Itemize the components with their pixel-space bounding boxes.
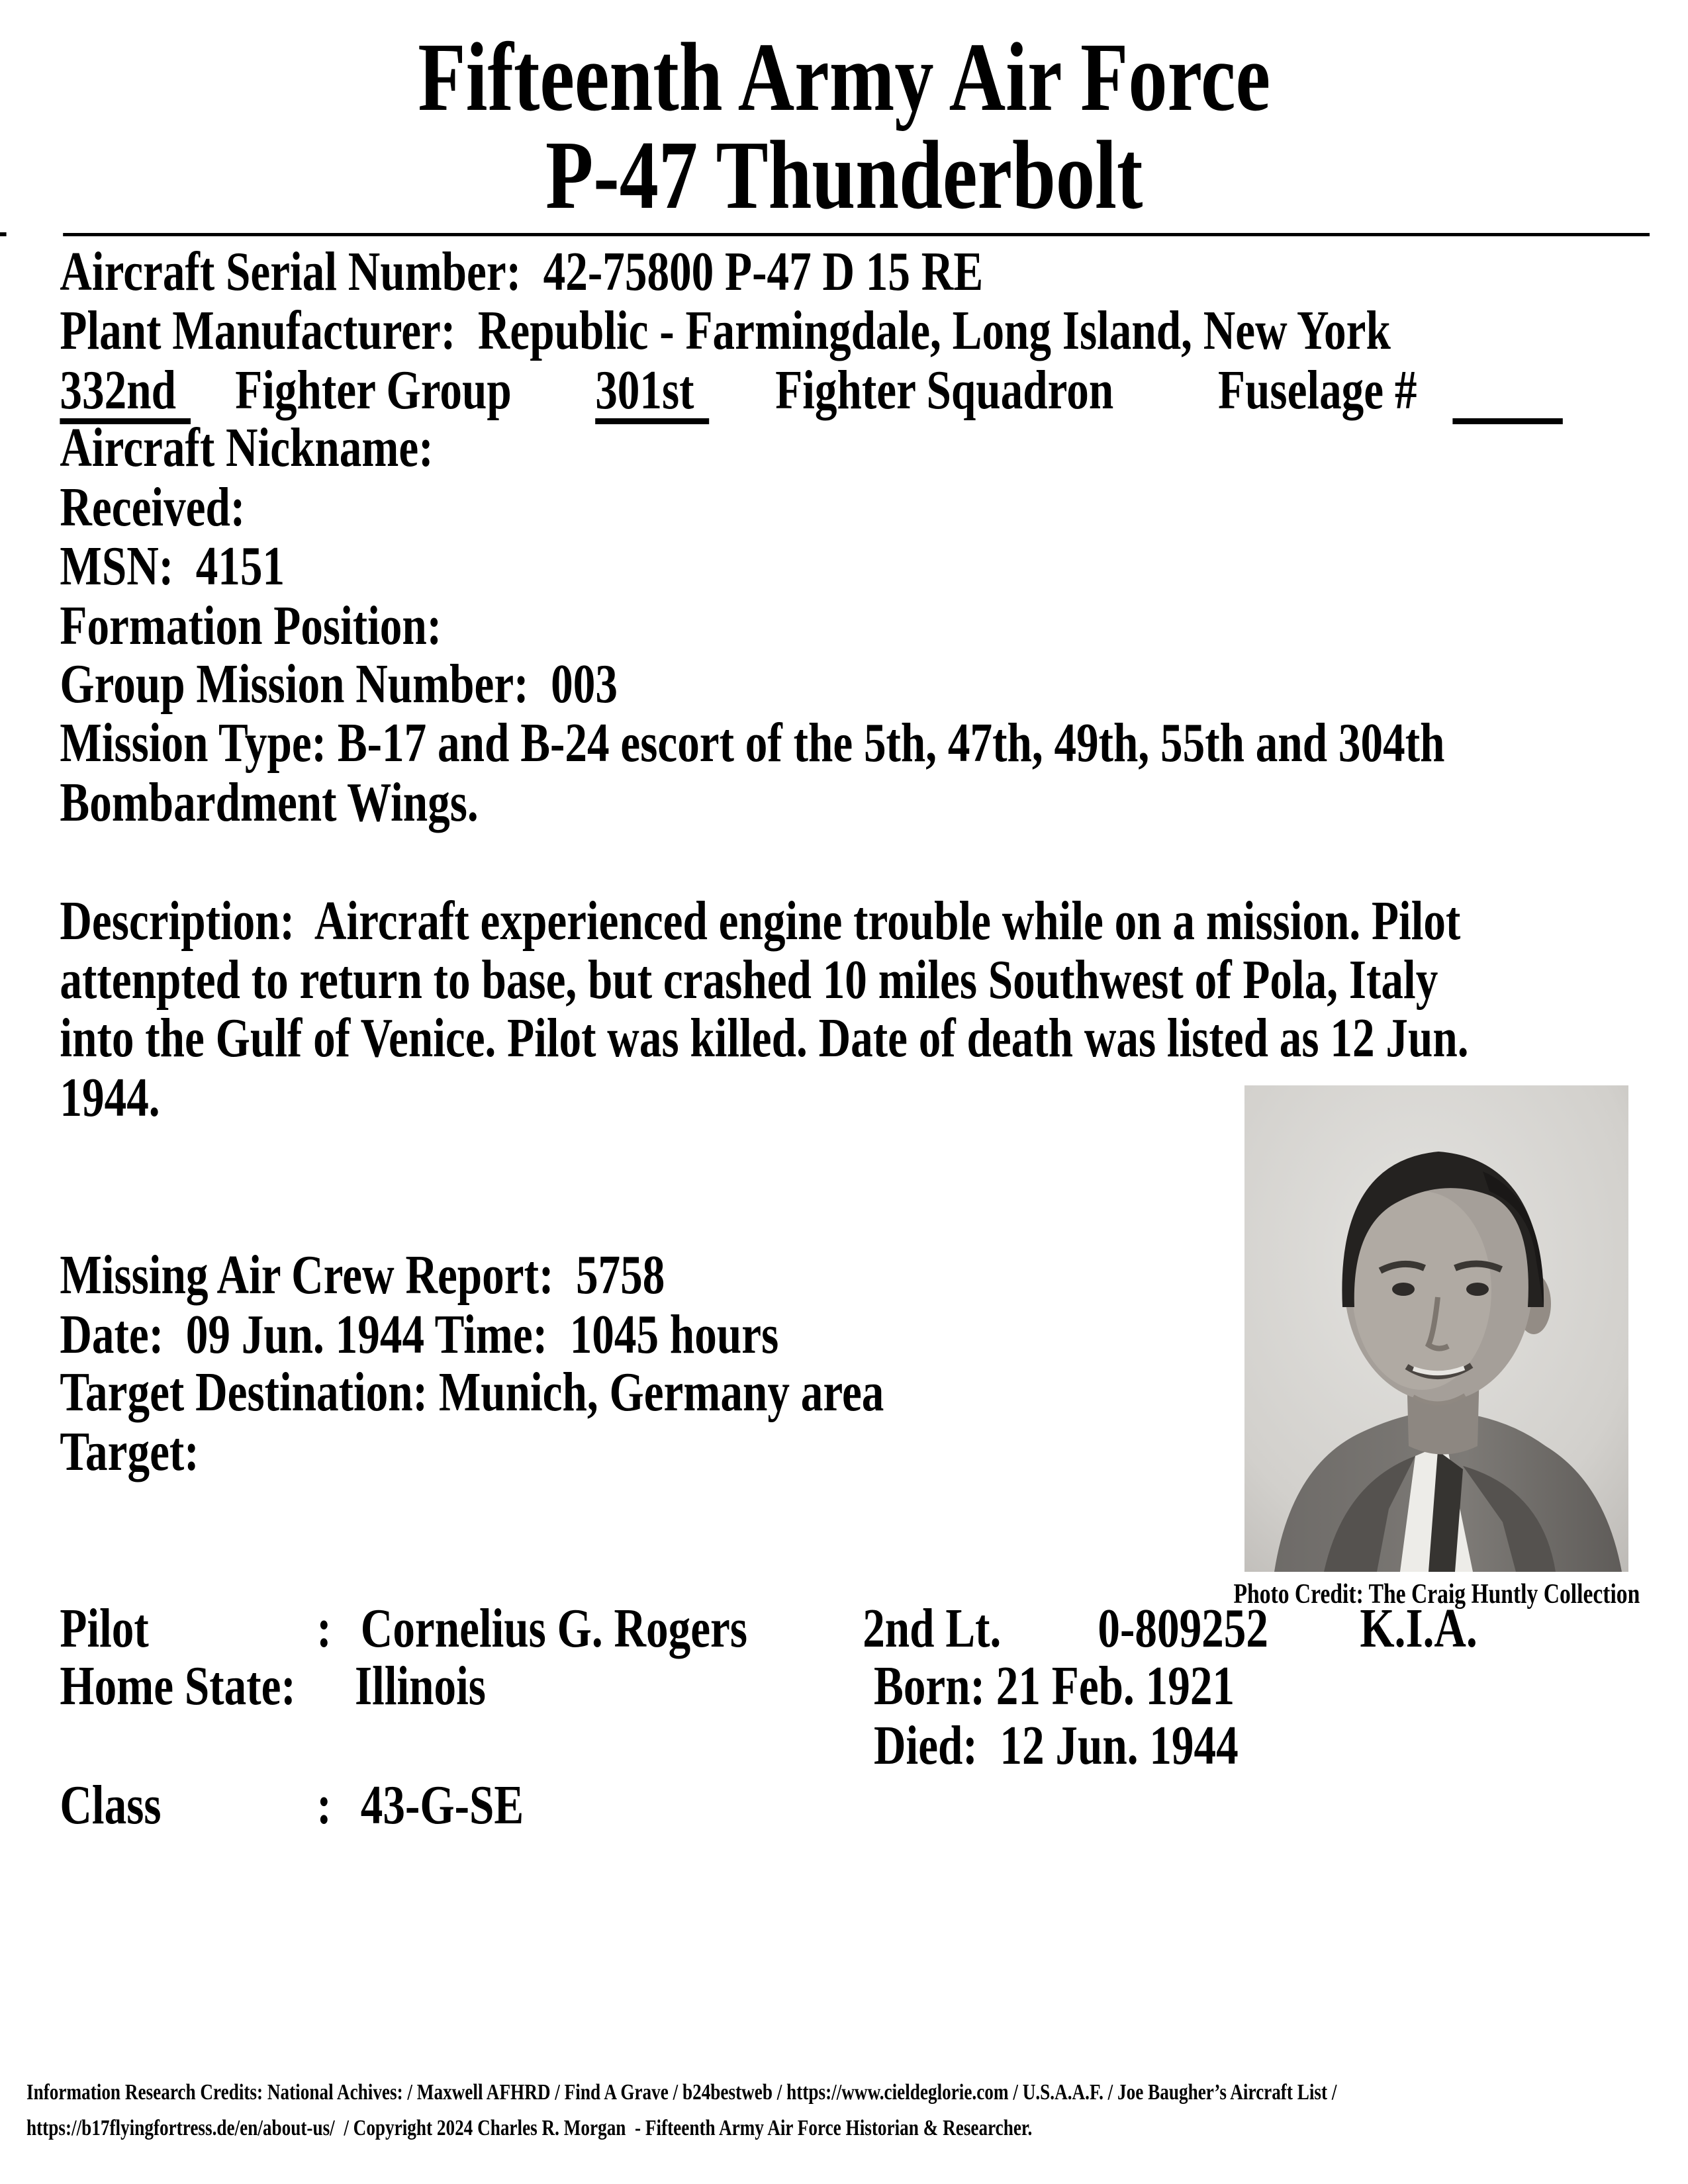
portrait-illustration [1244,1085,1628,1572]
description-line-3: into the Gulf of Venice. Pilot was killed. Date of death was listed as 12 Jun. [60,1007,1469,1069]
pilot-serial-number: 0-809252 [1098,1598,1268,1659]
fighter-squadron-label: Fighter Squadron [775,359,1114,421]
pilot-rank: 2nd Lt. [863,1598,1002,1659]
mission-type-line-2: Bombardment Wings. [60,772,479,833]
home-state-value: Illinois [355,1655,486,1717]
pilot-name: Cornelius G. Rogers [360,1598,748,1659]
died-date: Died: 12 Jun. 1944 [874,1715,1239,1776]
description-line-1: Description: Aircraft experienced engine trouble while on a mission. Pilot [60,890,1461,952]
class-label: Class [60,1774,162,1836]
left-margin-artifact [0,232,7,236]
class-value: 43-G-SE [360,1774,524,1836]
date-time-line: Date: 09 Jun. 1944 Time: 1045 hours [60,1304,779,1365]
pilot-colon: : [316,1598,332,1659]
footer-credits-line-1: Information Research Credits: National Achives: / Maxwell AFHRD / Find A Grave / b24bestweb / https://www.cieldeglorie.com / U.S.A.A.F. / Joe Baugher’s Aircraft List / [26,2080,1337,2105]
class-colon: : [316,1774,332,1836]
pilot-label: Pilot [60,1598,149,1659]
fuselage-number-label: Fuselage # [1218,359,1417,421]
group-mission-number-line: Group Mission Number: 003 [60,653,618,715]
pilot-portrait-photo [1244,1085,1628,1572]
pilot-status: K.I.A. [1360,1598,1477,1659]
fighter-group-number: 332nd [60,363,191,424]
target-destination-line: Target Destination: Munich, Germany area [60,1361,884,1423]
photo-credit: Photo Credit: The Craig Huntly Collection [1233,1579,1640,1610]
title-divider-rule [63,233,1650,236]
target-line: Target: [60,1421,199,1482]
document-title: Fifteenth Army Air Force [418,23,1271,132]
home-state-label: Home State: [60,1655,296,1717]
born-date: Born: 21 Feb. 1921 [874,1655,1235,1717]
mission-type-line-1: Mission Type: B-17 and B-24 escort of the 5th, 47th, 49th, 55th and 304th [60,712,1445,774]
plant-manufacturer-line: Plant Manufacturer: Republic - Farmingdale, Long Island, New York [60,300,1391,361]
class-line [60,1774,524,2056]
serial-number-line: Aircraft Serial Number: 42-75800 P-47 D 15 RE [60,241,984,302]
msn-line: MSN: 4151 [60,535,285,597]
received-line: Received: [60,477,246,538]
description-line-2: attenpted to return to base, but crashed 10 miles Southwest of Pola, Italy [60,949,1438,1011]
description-line-4: 1944. [60,1067,160,1128]
formation-position-line: Formation Position: [60,595,442,657]
footer-credits-line-2: https://b17flyingfortress.de/en/about-us/ / Copyright 2024 Charles R. Morgan - Fifteenth Army Air Force Historian & Researcher. [26,2116,1033,2140]
fuselage-blank-underline [1452,363,1562,424]
document-subtitle: P-47 Thunderbolt [545,121,1143,230]
macr-line: Missing Air Crew Report: 5758 [60,1244,665,1306]
nickname-line: Aircraft Nickname: [60,417,434,478]
fighter-squadron-number: 301st [595,363,709,424]
fighter-group-label: Fighter Group [235,359,512,421]
